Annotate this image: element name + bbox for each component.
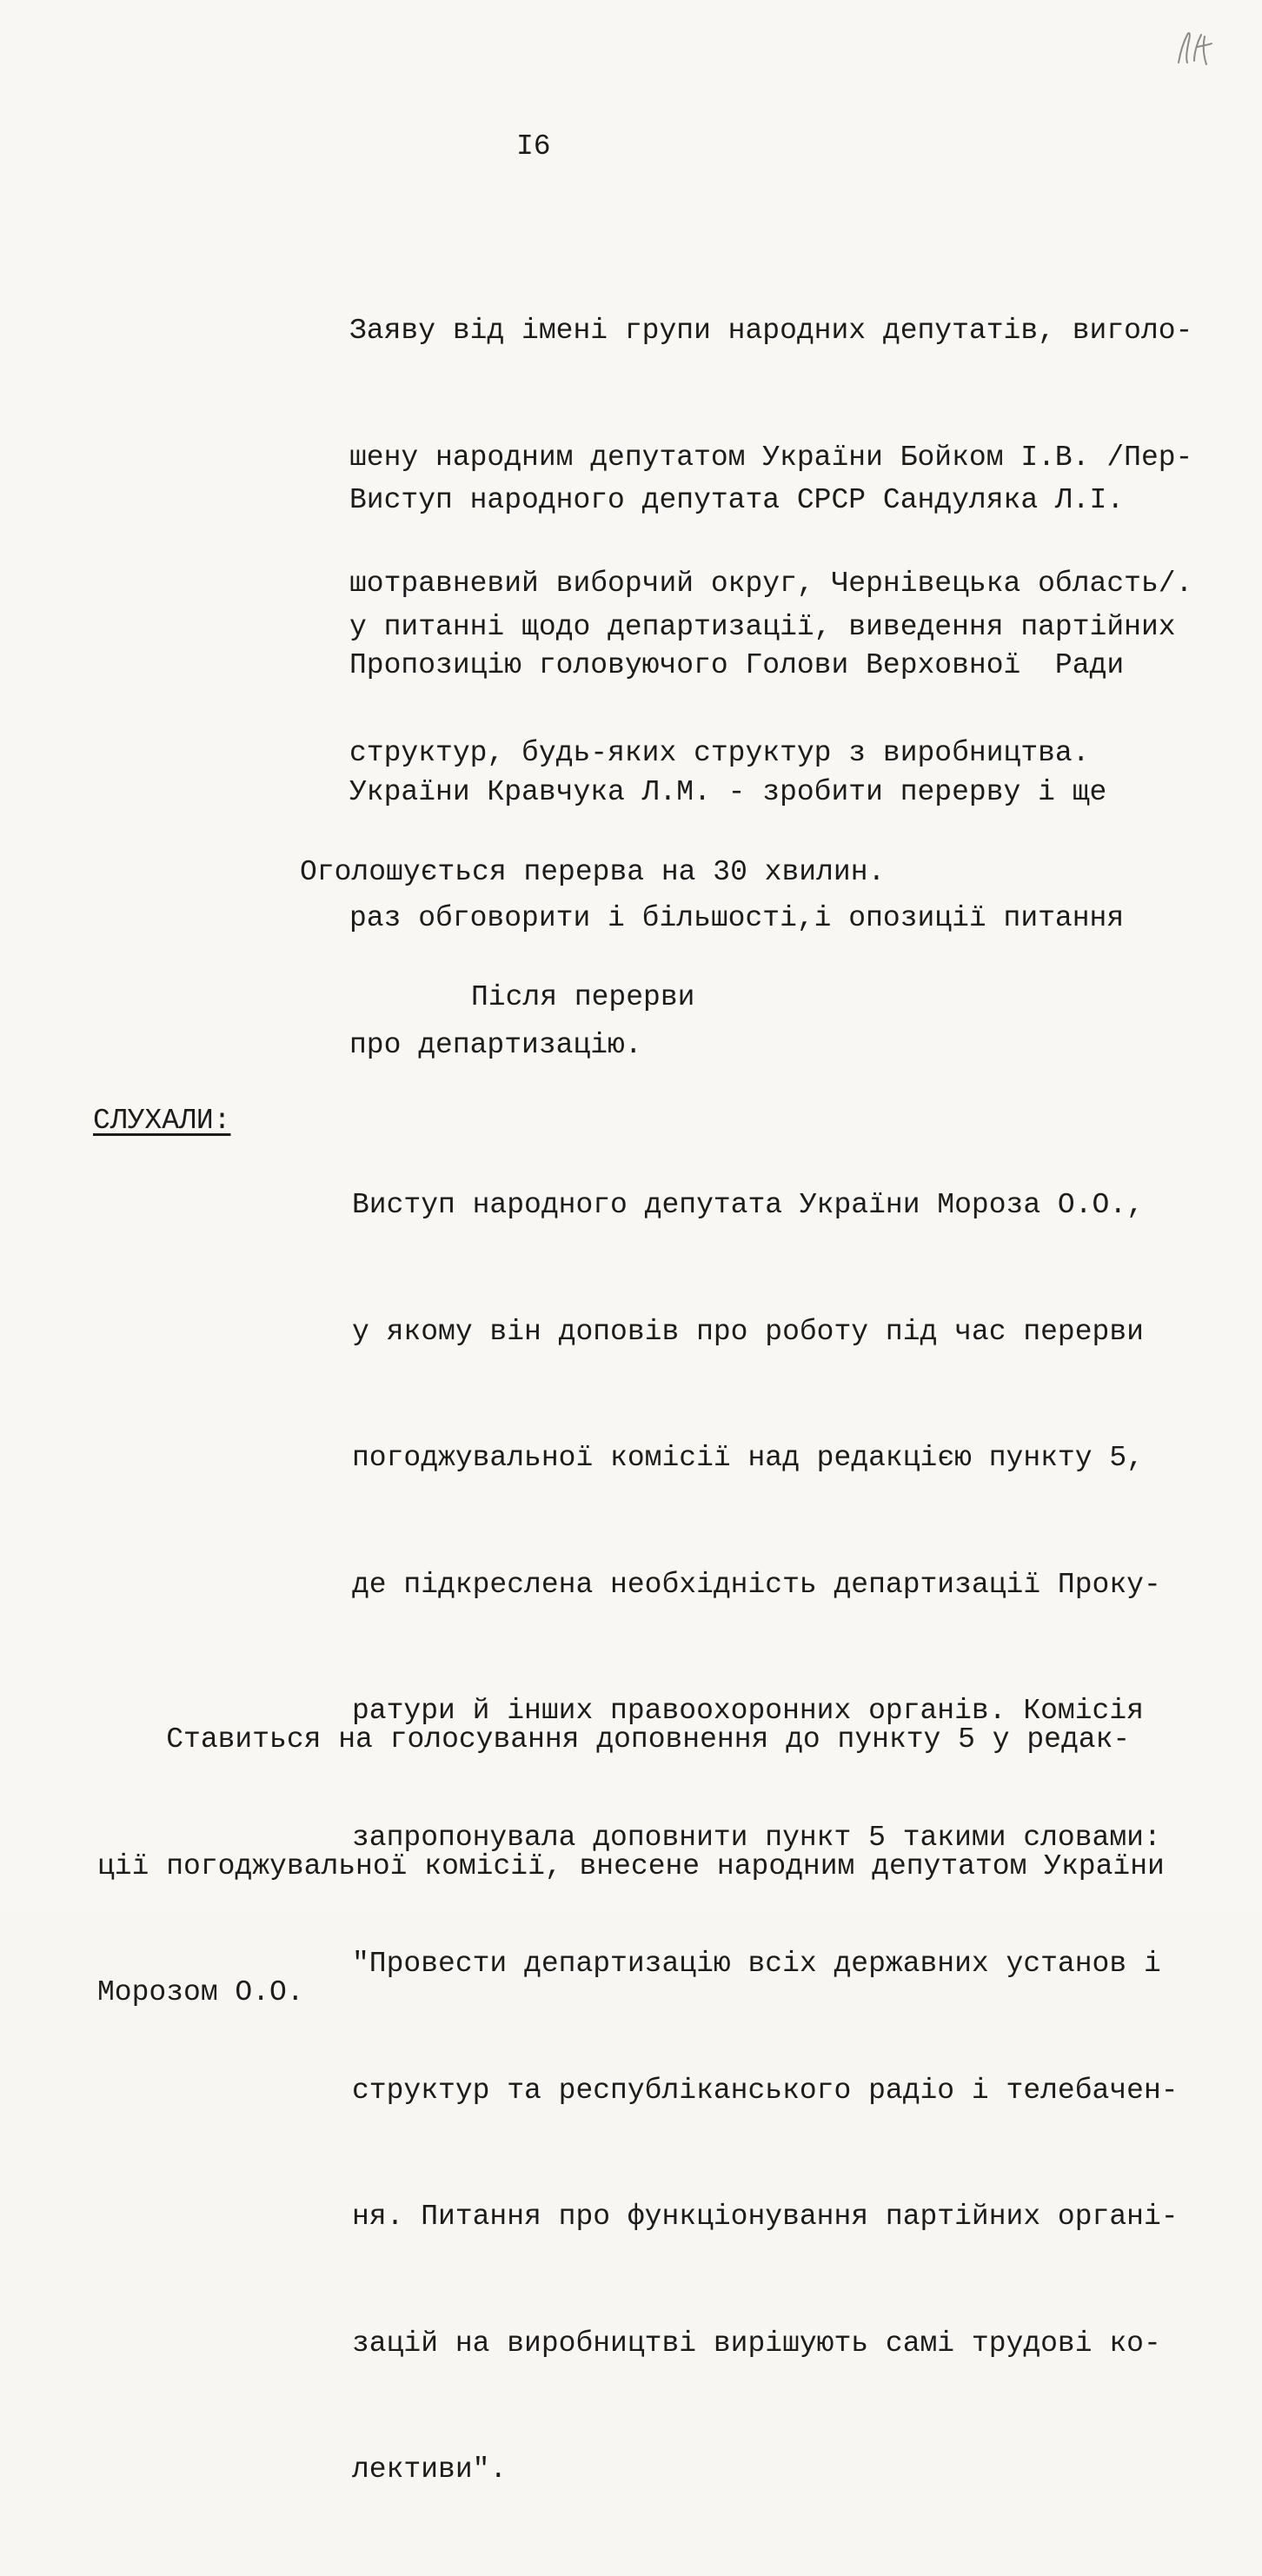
- paragraph-line: Пропозицію головуючого Голови Верховної Ради: [349, 649, 1125, 681]
- paragraph-line: структур та республіканського радіо і телебачен-: [352, 2074, 1179, 2107]
- handwritten-mark-icon: [1172, 26, 1217, 70]
- paragraph-line: структур, будь-яких структур з виробництва.: [349, 737, 1090, 769]
- paragraph-line: Виступ народного депутата України Мороза О.О.,: [352, 1189, 1144, 1221]
- paragraph-line: Морозом О.О.: [97, 1976, 304, 2008]
- paragraph-line: погоджувальної комісії над редакцією пункту 5,: [352, 1442, 1144, 1474]
- paragraph-line: ня. Питання про функціонування партійних органі-: [352, 2201, 1179, 2233]
- paragraph-line: ратури й інших правоохоронних органів. Комісія: [352, 1695, 1144, 1727]
- paragraph-line: Виступ народного депутата СРСР Сандуляка Л.І.: [349, 484, 1125, 516]
- paragraph-line: ції погоджувальної комісії, внесене народним депутатом України: [97, 1849, 1165, 1882]
- paragraph-line: України Кравчука Л.М. - зробити перерву і ще: [349, 775, 1107, 808]
- paragraph-line: раз обговорити і більшості,і опозиції питання: [349, 902, 1125, 934]
- paragraph-line: лективи".: [352, 2453, 508, 2486]
- paragraph-line: у якому він доповів про роботу під час перерви: [352, 1315, 1144, 1348]
- paragraph-line: шотравневий виборчий округ, Чернівецька область/.: [349, 568, 1193, 600]
- paragraph-line: Ставиться на голосування доповнення до пункту 5 у редак-: [97, 1723, 1131, 1756]
- paragraph-line: у питанні щодо департизації, виведення партійних: [349, 610, 1176, 643]
- paragraph-line: де підкреслена необхідність департизації Проку-: [352, 1568, 1161, 1601]
- paragraph-line: Заяву від імені групи народних депутатів, виголо-: [349, 315, 1193, 347]
- paragraph-line: запропонувала доповнити пункт 5 такими словами:: [352, 1821, 1161, 1854]
- paragraph-line: про департизацію.: [349, 1028, 642, 1061]
- page-number: I6: [516, 130, 551, 163]
- vote-paragraph: [97, 1635, 1165, 2099]
- heard-label: СЛУХАЛИ:: [93, 1105, 231, 1137]
- after-break-heading: Після перерви: [471, 981, 695, 1013]
- paragraph-line: зацій на виробництві вирішують самі трудові ко-: [352, 2327, 1161, 2360]
- paragraph-line: шену народним депутатом України Бойком І.В. /Пер-: [349, 441, 1193, 474]
- paragraph-line: "Провести департизацію всіх державних установ і: [352, 1948, 1161, 1980]
- break-announcement: Оголошується перерва на 30 хвилин.: [300, 856, 886, 888]
